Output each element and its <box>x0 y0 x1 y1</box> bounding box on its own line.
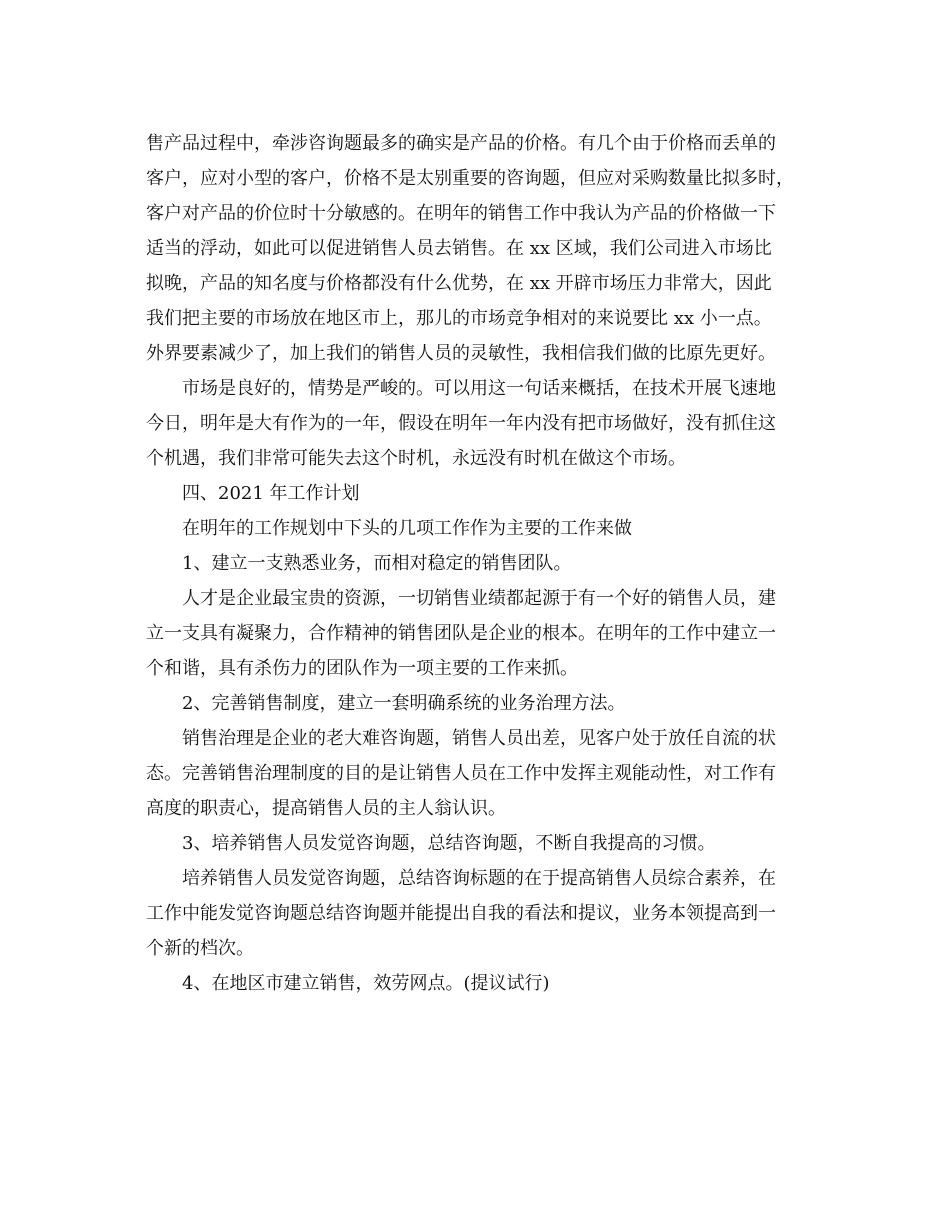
text-line: 在明年的工作规划中下头的几项工作作为主要的工作来做 <box>182 518 632 539</box>
text-line: 培养销售人员发觉咨询题，总结咨询标题的在于提高销售人员综合素养，在 <box>182 868 776 889</box>
text-line: 售产品过程中，牵涉咨询题最多的确实是产品的价格。有几个由于价格而丢单的 <box>146 133 776 154</box>
text-line: 销售治理是企业的老大难咨询题，销售人员出差，见客户处于放任自流的状 <box>182 728 776 749</box>
text-line: 态。完善销售治理制度的目的是让销售人员在工作中发挥主观能动性，对工作有 <box>146 763 776 784</box>
document-body <box>146 126 811 1001</box>
text-line: 市场是良好的，情势是严峻的。可以用这一句话来概括，在技术开展飞速地 <box>182 378 776 399</box>
text-line: 高度的职责心，提高销售人员的主人翁认识。 <box>146 798 506 819</box>
text-line: 2、完善销售制度，建立一套明确系统的业务治理方法。 <box>182 693 626 714</box>
text-line: 四、2021 年工作计划 <box>182 483 360 504</box>
text-line: 个机遇，我们非常可能失去这个时机，永远没有时机在做这个市场。 <box>146 448 686 469</box>
text-line: 个新的档次。 <box>146 938 254 959</box>
text-line: 1、建立一支熟悉业务，而相对稳定的销售团队。 <box>182 553 572 574</box>
text-line: 客户对产品的价位时十分敏感的。在明年的销售工作中我认为产品的价格做一下 <box>146 203 776 224</box>
text-line: 4、在地区市建立销售，效劳网点。(提议试行) <box>182 973 550 994</box>
text-line: 人才是企业最宝贵的资源，一切销售业绩都起源于有一个好的销售人员，建 <box>182 588 776 609</box>
text-line: 拟晚，产品的知名度与价格都没有什么优势，在 xx 开辟市场压力非常大，因此 <box>146 273 772 294</box>
text-line: 适当的浮动，如此可以促进销售人员去销售。在 xx 区域，我们公司进入市场比 <box>146 238 772 259</box>
text-line: 今日，明年是大有作为的一年，假设在明年一年内没有把市场做好，没有抓住这 <box>146 413 776 434</box>
text-line: 外界要素减少了，加上我们的销售人员的灵敏性，我相信我们做的比原先更好。 <box>146 343 776 364</box>
text-line: 工作中能发觉咨询题总结咨询题并能提出自我的看法和提议，业务本领提高到一 <box>146 903 776 924</box>
text-line: 个和谐，具有杀伤力的团队作为一项主要的工作来抓。 <box>146 658 578 679</box>
text-line: 我们把主要的市场放在地区市上，那儿的市场竞争相对的来说要比 xx 小一点。 <box>146 308 772 329</box>
text-line: 立一支具有凝聚力，合作精神的销售团队是企业的根本。在明年的工作中建立一 <box>146 623 776 644</box>
text-line: 客户，应对小型的客户，价格不是太别重要的咨询题，但应对采购数量比拟多时， <box>146 168 794 189</box>
text-line: 3、培养销售人员发觉咨询题，总结咨询题，不断自我提高的习惯。 <box>182 833 716 854</box>
